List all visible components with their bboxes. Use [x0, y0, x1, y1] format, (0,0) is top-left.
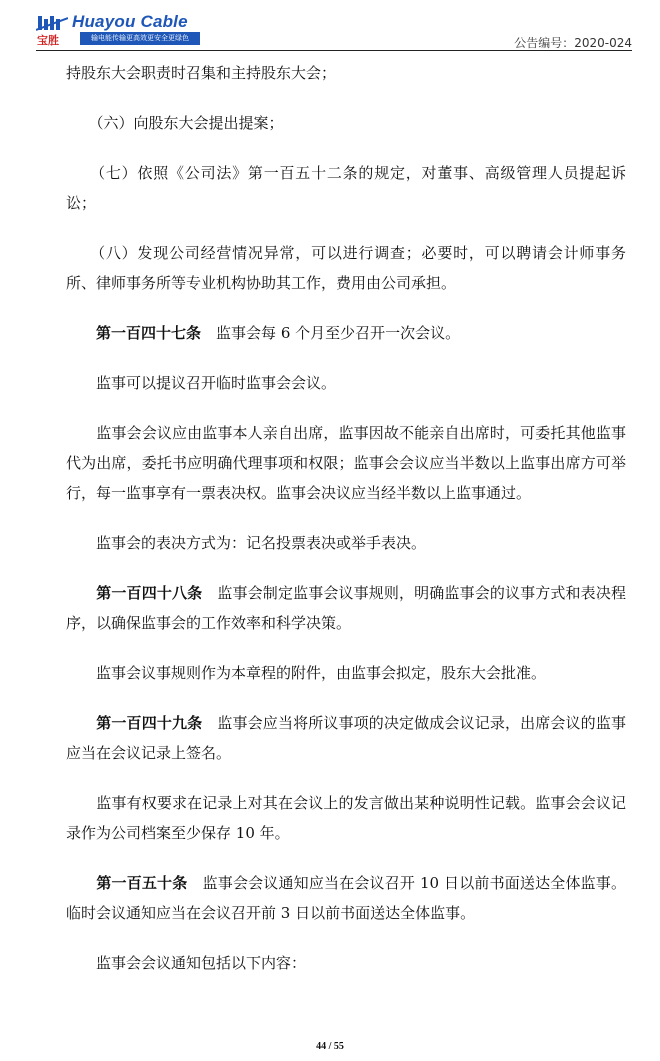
article-148	[66, 578, 626, 638]
paragraph-record-keeping: 监事有权要求在记录上对其在会议上的发言做出某种说明性记载。监事会会议记录作为公司档案至少保存 10 年。	[66, 794, 626, 842]
article-text: 监事会会议通知应当在会议召开 10 日以前书面送达全体监事。临时会议通知应当在会议召开前 3 日以前书面送达全体监事。	[66, 874, 626, 922]
page-header	[36, 12, 632, 52]
paragraph-attendance: 监事会会议应由监事本人亲自出席，监事因故不能亲自出席时，可委托其他监事代为出席，委托书应明确代理事项和权限；监事会会议应当半数以上监事出席方可举行，每一监事享有一票表决权。监事会决议应当经半数以上监事通过。	[66, 424, 626, 502]
page-number: 44 / 55	[316, 1041, 344, 1052]
article-149	[66, 708, 626, 768]
header-divider	[36, 50, 632, 51]
article-text: 监事会应当将所议事项的决定做成会议记录，出席会议的监事应当在会议记录上签名。	[66, 714, 626, 762]
article-number: 第一百五十条	[96, 874, 188, 892]
paragraph-notice-contents: 监事会会议通知包括以下内容：	[96, 954, 307, 972]
document-body	[66, 58, 626, 978]
paragraph-item-7: （七）依照《公司法》第一百五十二条的规定，对董事、高级管理人员提起诉讼；	[66, 164, 626, 212]
paragraph-rules-annex: 监事会议事规则作为本章程的附件，由监事会拟定，股东大会批准。	[96, 664, 547, 682]
article-147	[66, 318, 626, 348]
article-text: 监事会每 6 个月至少召开一次会议。	[216, 324, 461, 342]
article-text: 监事会制定监事会议事规则，明确监事会的议事方式和表决程序，以确保监事会的工作效率和科学决策。	[66, 584, 626, 632]
company-logo	[36, 12, 202, 48]
paragraph-voting-method: 监事会的表决方式为：记名投票表决或举手表决。	[96, 534, 427, 552]
article-number: 第一百四十八条	[96, 584, 203, 602]
paragraph-item-8: （八）发现公司经营情况异常，可以进行调查；必要时，可以聘请会计师事务所、律师事务所等专业机构协助其工作，费用由公司承担。	[66, 244, 626, 292]
paragraph-continuation: 持股东大会职责时召集和主持股东大会；	[66, 64, 337, 82]
paragraph-temp-meeting: 监事可以提议召开临时监事会会议。	[96, 374, 337, 392]
article-number: 第一百四十七条	[96, 324, 202, 342]
logo-brand-name: Huayou Cable	[72, 12, 188, 31]
paragraph-item-6: （六）向股东大会提出提案；	[96, 114, 284, 132]
logo-chinese-name: 宝胜	[37, 34, 59, 47]
article-150	[66, 868, 626, 928]
announcement-number: 公告编号：2020-024	[514, 36, 632, 50]
article-number: 第一百四十九条	[96, 714, 203, 732]
logo-slogan: 输电能传输更高效更安全更绿色	[80, 32, 200, 45]
